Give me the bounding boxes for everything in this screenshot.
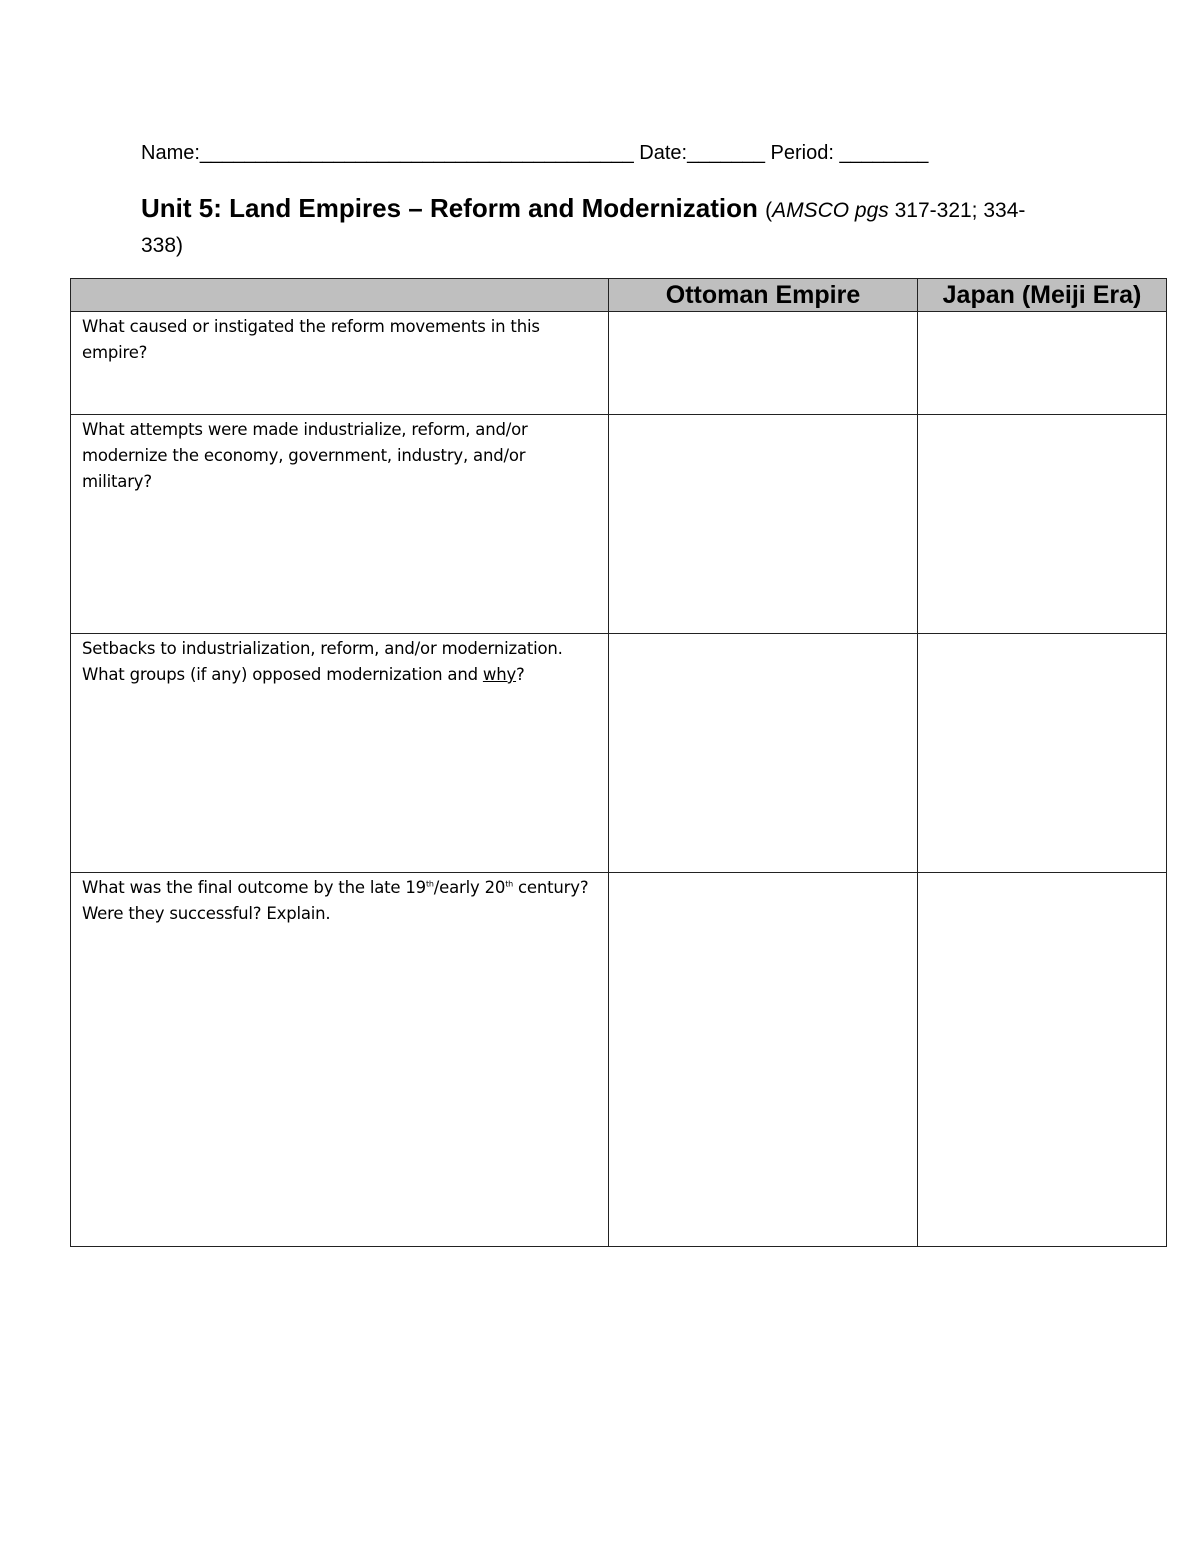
- answer-cell-japan[interactable]: [918, 415, 1167, 634]
- question-text-end: ?: [516, 665, 525, 684]
- header-cell-ottoman: Ottoman Empire: [609, 279, 918, 312]
- table-row: [71, 873, 1167, 1247]
- question-text: What caused or instigated the reform movements in this empire?: [82, 317, 540, 362]
- name-field[interactable]: Name:_______________________________________: [141, 142, 634, 164]
- table-row: [71, 312, 1167, 415]
- answer-cell-ottoman[interactable]: [609, 634, 918, 873]
- page-title: [141, 192, 1061, 262]
- table-row: [71, 415, 1167, 634]
- question-cell: [71, 873, 609, 1247]
- question-text-part: Setbacks to industrialization, reform, and/or modernization. What groups (if any) opposed modernization and: [82, 639, 563, 684]
- answer-cell-ottoman[interactable]: [609, 873, 918, 1247]
- ordinal-suffix: th: [505, 879, 514, 889]
- answer-cell-japan[interactable]: [918, 634, 1167, 873]
- title-main: Unit 5: Land Empires – Reform and Modernization: [141, 193, 758, 223]
- question-text-part: What was the final outcome by the late 19: [82, 878, 426, 897]
- title-ref-book: AMSCO pgs: [772, 199, 889, 222]
- question-text-part: /early 20: [433, 878, 506, 897]
- question-text: [71, 634, 608, 688]
- comparison-table: [70, 278, 1167, 1247]
- answer-cell-japan[interactable]: [918, 873, 1167, 1247]
- question-text: [71, 873, 608, 927]
- answer-cell-ottoman[interactable]: [609, 312, 918, 415]
- title-ref-pages: 317-321; 334-338): [141, 199, 1026, 257]
- question-text-end: century? Were they successful? Explain.: [82, 878, 589, 923]
- header-cell-blank: [71, 279, 609, 312]
- answer-cell-japan[interactable]: [918, 312, 1167, 415]
- table-row: [71, 634, 1167, 873]
- date-field[interactable]: Date:_______: [639, 142, 765, 164]
- question-cell: [71, 312, 609, 415]
- title-ref-prefix: (: [765, 199, 773, 222]
- question-emphasis: why: [482, 665, 517, 684]
- question-cell: [71, 415, 609, 634]
- question-cell: [71, 634, 609, 873]
- header-cell-japan: Japan (Meiji Era): [918, 279, 1167, 312]
- answer-cell-ottoman[interactable]: [609, 415, 918, 634]
- question-text: What attempts were made industrialize, reform, and/or modernize the economy, government, industry, and/or military?: [82, 420, 528, 491]
- table-header-row: [71, 279, 1167, 312]
- period-field[interactable]: Period: ________: [770, 142, 929, 164]
- ordinal-suffix: th: [425, 879, 434, 889]
- student-info-line: [141, 142, 928, 165]
